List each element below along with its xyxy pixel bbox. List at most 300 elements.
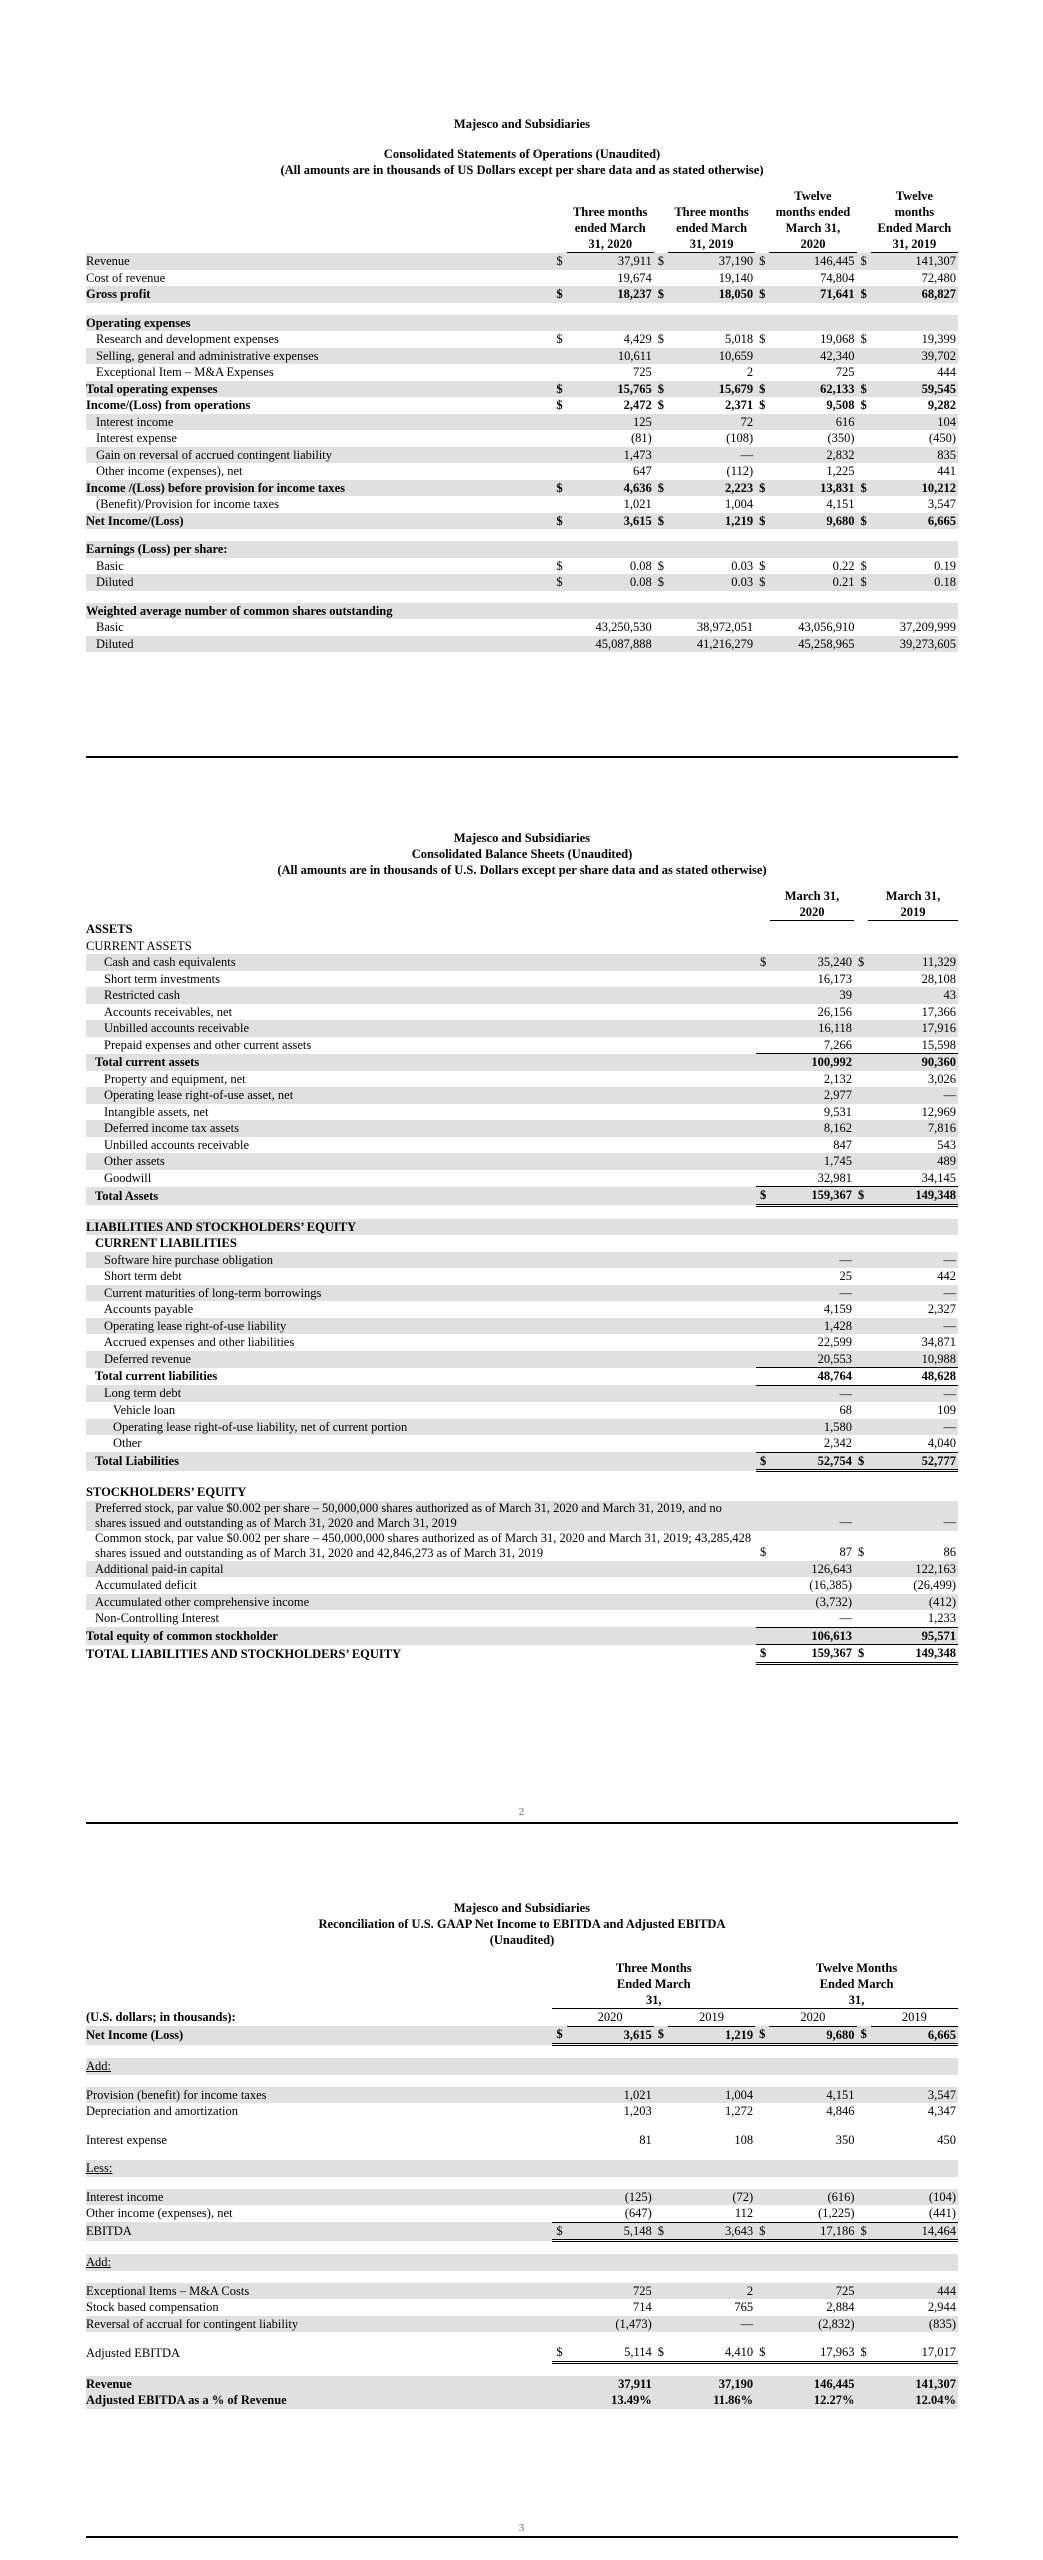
- row-label: Unbilled accounts receivable: [104, 1137, 250, 1152]
- currency-sign: [756, 1435, 770, 1452]
- group-header: Three Months Ended March 31,: [552, 1960, 755, 2009]
- ops-row: [86, 480, 958, 497]
- row-label: Cash and cash equivalents: [86, 954, 756, 971]
- currency-sign: [756, 1219, 770, 1236]
- bs-row: [86, 1561, 958, 1578]
- value-cell: 1,004: [725, 497, 754, 511]
- value-cell: 4,151: [826, 497, 855, 511]
- value-cell: [871, 603, 958, 620]
- value-cell: [567, 2254, 654, 2271]
- currency-sign: $: [552, 381, 566, 398]
- value-cell: 159,367: [770, 1187, 854, 1206]
- spacer: [86, 1471, 958, 1485]
- currency-sign: $: [854, 1645, 868, 1664]
- row-label: Revenue: [86, 253, 552, 270]
- currency-sign: [857, 430, 871, 447]
- value-cell: 100,992: [770, 1054, 854, 1071]
- currency-sign: $: [857, 381, 871, 398]
- ops-header-row: [86, 188, 958, 253]
- currency-sign: [654, 2087, 668, 2104]
- currency-sign: $: [552, 2222, 566, 2241]
- currency-sign: [654, 447, 668, 464]
- currency-sign: [552, 315, 566, 332]
- row-label: STOCKHOLDERS’ EQUITY: [86, 1485, 247, 1499]
- value-cell: 4,159: [823, 1302, 852, 1316]
- value-cell: 90,360: [868, 1054, 958, 1071]
- value-cell: 1,473: [567, 447, 654, 464]
- value-cell: [871, 541, 958, 558]
- value-cell: —: [770, 1610, 854, 1627]
- currency-sign: [854, 1087, 868, 1104]
- currency-sign: [854, 1020, 868, 1037]
- row-label: Income/(Loss) from operations: [86, 398, 251, 412]
- currency-sign: $: [854, 1187, 868, 1206]
- currency-sign: [756, 1004, 770, 1021]
- blank-cell: [857, 2009, 871, 2027]
- value-cell: (26,499): [913, 1578, 956, 1592]
- row-label: Gross profit: [86, 286, 552, 303]
- currency-sign: [854, 1484, 868, 1501]
- currency-sign: $: [755, 2222, 769, 2241]
- value-cell: [769, 541, 856, 558]
- currency-sign: [857, 2316, 871, 2333]
- spacer: [86, 591, 958, 603]
- bs-company: Majesco and Subsidiaries: [453, 831, 591, 845]
- row-label: (Benefit)/Provision for income taxes: [96, 497, 279, 511]
- row-label: Total current liabilities: [95, 1369, 218, 1383]
- currency-sign: $: [857, 2026, 871, 2045]
- row-label: EBITDA: [86, 2222, 552, 2241]
- blank-cell: [86, 888, 756, 921]
- currency-sign: [552, 2299, 566, 2316]
- value-cell: 450: [937, 2132, 956, 2147]
- currency-sign: [854, 1054, 868, 1071]
- currency-sign: [756, 971, 770, 988]
- row-label: Long term debt: [86, 1385, 756, 1402]
- year-header: 2020: [567, 2009, 654, 2027]
- value-cell: [770, 1484, 854, 1501]
- value-cell: 9,531: [823, 1104, 852, 1119]
- currency-sign: [854, 1071, 868, 1088]
- spacer-row: [86, 529, 958, 541]
- currency-sign: [854, 1610, 868, 1627]
- value-cell: —: [770, 1285, 854, 1302]
- currency-sign: [552, 2189, 566, 2206]
- value-cell: [769, 603, 856, 620]
- currency-sign: $: [857, 480, 871, 497]
- value-cell: 28,108: [921, 971, 956, 986]
- value-cell: —: [868, 1501, 958, 1531]
- row-label: Gain on reversal of accrued contingent liability: [86, 447, 552, 464]
- value-cell: 10,659: [668, 348, 755, 365]
- currency-sign: [756, 1318, 770, 1335]
- value-cell: 74,804: [820, 270, 855, 285]
- value-cell: 17,963: [769, 2344, 856, 2362]
- spacer-row: [86, 303, 958, 315]
- value-cell: 35,240: [770, 954, 854, 971]
- row-label: Interest income: [86, 414, 552, 431]
- row-label: Total equity of common stockholder: [86, 1627, 756, 1645]
- value-cell: 714: [633, 2300, 652, 2314]
- currency-sign: [854, 1252, 868, 1269]
- row-label: Accumulated other comprehensive income: [86, 1594, 756, 1611]
- currency-sign: [654, 2316, 668, 2333]
- value-cell: 3,615: [567, 2026, 654, 2045]
- bs-row: [86, 1235, 958, 1252]
- bs-row: [86, 1627, 958, 1645]
- value-cell: 17,366: [921, 1004, 956, 1019]
- bs-row: [86, 954, 958, 971]
- spacer: [86, 2271, 958, 2283]
- row-label: Total operating expenses: [86, 381, 552, 398]
- ops-row: [86, 414, 958, 431]
- value-cell: 2,327: [927, 1302, 956, 1316]
- ops-row: [86, 619, 958, 636]
- ebitda-row: [86, 2254, 958, 2271]
- value-cell: 2,884: [826, 2300, 855, 2314]
- value-cell: 350: [835, 2132, 855, 2147]
- row-label: Total current assets: [86, 1054, 756, 1071]
- currency-sign: $: [759, 398, 766, 412]
- currency-sign: [552, 414, 566, 431]
- currency-sign: [552, 447, 566, 464]
- currency-sign: [756, 1419, 770, 1436]
- value-cell: 4,846: [826, 2104, 855, 2118]
- bs-row: [86, 1219, 958, 1236]
- row-label: Add:: [86, 2254, 552, 2271]
- value-cell: 444: [871, 2283, 958, 2300]
- spacer: [86, 529, 958, 541]
- value-cell: (2,832): [769, 2316, 856, 2333]
- currency-sign: [756, 1577, 770, 1594]
- currency-sign: [755, 541, 769, 558]
- value-cell: [769, 315, 856, 332]
- row-label: Depreciation and amortization: [86, 2104, 239, 2118]
- spacer-row: [86, 2045, 958, 2059]
- currency-sign: [857, 619, 871, 636]
- currency-sign: $: [756, 1187, 770, 1206]
- value-cell: 14,464: [871, 2222, 958, 2241]
- currency-sign: [756, 1334, 770, 1351]
- blank-cell: [755, 2009, 769, 2027]
- value-cell: —: [770, 1252, 854, 1269]
- ops-title: Consolidated Statements of Operations (Unaudited): [383, 147, 661, 161]
- row-label: Accounts payable: [104, 1302, 194, 1316]
- column-header: March 31, 2020: [770, 888, 854, 921]
- value-cell: 43,250,530: [595, 620, 652, 634]
- blank-cell: [552, 188, 566, 253]
- row-label: Accumulated deficit: [95, 1578, 197, 1592]
- currency-sign: [654, 636, 668, 653]
- spacer-row: [86, 2148, 958, 2160]
- value-cell: 68,827: [871, 286, 958, 303]
- value-cell: 6,665: [871, 513, 958, 530]
- currency-sign: [755, 2058, 769, 2075]
- value-cell: 13,831: [769, 480, 856, 497]
- value-cell: 1,580: [770, 1419, 854, 1436]
- operations-statement: [86, 116, 958, 652]
- value-cell: [868, 921, 958, 938]
- value-cell: —: [770, 1501, 854, 1531]
- value-cell: 12.27%: [769, 2392, 856, 2409]
- value-cell: 2,371: [725, 398, 754, 412]
- group-header: Twelve Months Ended March 31,: [755, 1960, 958, 2009]
- spacer-row: [86, 2177, 958, 2189]
- ops-row: [86, 558, 958, 575]
- currency-sign: $: [552, 253, 566, 270]
- currency-sign: [755, 2103, 769, 2120]
- value-cell: (81): [630, 431, 652, 445]
- row-label: Operating lease right-of-use asset, net: [86, 1087, 756, 1104]
- ops-subtitle: (All amounts are in thousands of US Dollars except per share data and as stated otherwise): [280, 163, 764, 177]
- value-cell: 87: [839, 1545, 852, 1559]
- value-cell: [668, 603, 755, 620]
- ops-row: [86, 348, 958, 365]
- row-label: Preferred stock, par value $0.002 per share – 50,000,000 shares authorized as of March 31, 2020 and March 31, 2019, and no shares issued and outstanding as of March 31, 2020 and March 31, 2019: [86, 1501, 756, 1531]
- currency-sign: [552, 2254, 566, 2271]
- currency-sign: [552, 2316, 566, 2333]
- spacer-row: [86, 2271, 958, 2283]
- value-cell: 3,547: [871, 2087, 958, 2104]
- currency-sign: $: [854, 954, 868, 971]
- ebitda-row: [86, 2222, 958, 2241]
- spacer-row: [86, 2075, 958, 2087]
- row-label: Current maturities of long-term borrowings: [86, 1285, 756, 1302]
- value-cell: —: [868, 1419, 958, 1436]
- currency-sign: $: [857, 513, 871, 530]
- value-cell: 0.19: [934, 558, 956, 573]
- value-cell: 37,190: [668, 2376, 755, 2393]
- value-cell: 38,972,051: [696, 620, 754, 634]
- value-cell: 725: [567, 2283, 654, 2300]
- value-cell: 5,114: [567, 2344, 654, 2362]
- currency-sign: $: [654, 381, 668, 398]
- value-cell: 48,764: [770, 1368, 854, 1386]
- value-cell: 106,613: [770, 1627, 854, 1645]
- ebitda-row: [86, 2103, 958, 2120]
- value-cell: 122,163: [868, 1561, 958, 1578]
- spacer: [86, 303, 958, 315]
- currency-sign: [854, 1334, 868, 1351]
- row-label: CURRENT LIABILITIES: [95, 1236, 237, 1250]
- value-cell: 32,981: [770, 1170, 854, 1187]
- currency-sign: [552, 496, 566, 513]
- value-cell: 725: [835, 365, 855, 379]
- currency-sign: [654, 2299, 668, 2316]
- value-cell: 59,545: [871, 381, 958, 398]
- value-cell: 45,258,965: [769, 636, 856, 653]
- row-label: Common stock, par value $0.002 per share – 450,000,000 shares authorized as of March 31, 2020 and March 31, 2019; 43,285,428 shares issued and outstanding as of March 31, 2020 and 42,846,273 as of March 31, 2019: [95, 1530, 752, 1560]
- currency-sign: [756, 1235, 770, 1252]
- value-cell: 4,429: [623, 332, 652, 346]
- currency-sign: [756, 1170, 770, 1187]
- currency-sign: [756, 1610, 770, 1627]
- value-cell: [668, 541, 755, 558]
- value-cell: 19,140: [718, 270, 754, 285]
- value-cell: 2,223: [668, 480, 755, 497]
- currency-sign: [857, 2189, 871, 2206]
- currency-sign: $: [858, 1545, 865, 1559]
- currency-sign: [552, 2376, 566, 2393]
- value-cell: 9,680: [769, 513, 856, 530]
- value-cell: 1,219: [668, 2026, 755, 2045]
- row-label: Net Income/(Loss): [86, 513, 552, 530]
- column-header: Three months ended March 31, 2020: [567, 188, 654, 253]
- currency-sign: [857, 2254, 871, 2271]
- ebitda-row: [86, 2132, 958, 2149]
- currency-sign: [654, 2376, 668, 2393]
- currency-sign: [857, 315, 871, 332]
- spacer-row: [86, 1205, 958, 1219]
- value-cell: 0.22: [832, 558, 855, 573]
- spacer-row: [86, 2332, 958, 2344]
- currency-sign: [756, 1402, 770, 1419]
- currency-sign: $: [860, 332, 867, 346]
- currency-sign: [755, 270, 769, 287]
- value-cell: [871, 2160, 958, 2177]
- currency-sign: [755, 2132, 769, 2149]
- value-cell: 25: [839, 1269, 852, 1283]
- currency-sign: [755, 2316, 769, 2333]
- currency-sign: [854, 1577, 868, 1594]
- currency-sign: [654, 541, 668, 558]
- ops-row: [86, 513, 958, 530]
- value-cell: 52,777: [868, 1452, 958, 1471]
- currency-sign: $: [756, 954, 770, 971]
- currency-sign: [756, 938, 770, 955]
- row-label: Research and development expenses: [96, 332, 279, 346]
- value-cell: 5,148: [567, 2222, 654, 2241]
- value-cell: 0.03: [668, 574, 755, 591]
- currency-sign: [654, 364, 668, 381]
- value-cell: 39,273,605: [871, 636, 958, 653]
- currency-sign: [552, 348, 566, 365]
- value-cell: 3,547: [927, 497, 956, 511]
- bs-row: [86, 1402, 958, 1419]
- ops-row: [86, 315, 958, 332]
- blank-cell: [654, 188, 668, 253]
- row-label: Short term debt: [104, 1269, 182, 1283]
- ops-row: [86, 541, 958, 558]
- value-cell: (112): [726, 464, 754, 478]
- value-cell: —: [868, 1318, 958, 1335]
- value-cell: 146,445: [769, 2376, 856, 2393]
- spacer: [86, 2075, 958, 2087]
- value-cell: 3,643: [668, 2222, 755, 2241]
- bs-row: [86, 1137, 958, 1154]
- currency-sign: [552, 2058, 566, 2075]
- value-cell: 43: [868, 987, 958, 1004]
- value-cell: 37,911: [567, 253, 654, 270]
- spacer: [86, 2241, 958, 2255]
- value-cell: 86: [943, 1545, 956, 1559]
- value-cell: 15,598: [868, 1037, 958, 1054]
- row-label: Property and equipment, net: [104, 1071, 246, 1086]
- row-label: Prepaid expenses and other current assets: [104, 1037, 312, 1052]
- value-cell: 0.21: [769, 574, 856, 591]
- currency-sign: [756, 1268, 770, 1285]
- row-label: Operating lease right-of-use liability, net of current portion: [86, 1419, 756, 1436]
- row-label: Diluted: [86, 574, 552, 591]
- value-cell: [769, 2058, 856, 2075]
- value-cell: 141,307: [871, 2376, 958, 2393]
- bs-row: [86, 1285, 958, 1302]
- ebitda-reconciliation: [86, 1900, 958, 2409]
- row-label: Net Income (Loss): [86, 2026, 552, 2045]
- row-label: Total Liabilities: [86, 1452, 756, 1471]
- row-label: CURRENT ASSETS: [86, 938, 192, 953]
- spacer: [86, 2362, 958, 2376]
- currency-sign: [854, 1153, 868, 1170]
- currency-sign: $: [552, 2026, 566, 2045]
- currency-sign: $: [552, 513, 566, 530]
- row-label: Provision (benefit) for income taxes: [86, 2087, 552, 2104]
- value-cell: 149,348: [868, 1645, 958, 1664]
- row-label: Additional paid-in capital: [86, 1561, 756, 1578]
- value-cell: 10,212: [871, 480, 958, 497]
- ops-row: [86, 286, 958, 303]
- currency-sign: [552, 619, 566, 636]
- value-cell: 2: [668, 2283, 755, 2300]
- ops-row: [86, 364, 958, 381]
- value-cell: [871, 2254, 958, 2271]
- currency-sign: [654, 414, 668, 431]
- blank-cell: [86, 1960, 552, 2009]
- value-cell: —: [868, 1285, 958, 1302]
- currency-sign: [854, 1104, 868, 1121]
- value-cell: [868, 1484, 958, 1501]
- value-cell: 62,133: [769, 381, 856, 398]
- value-cell: (1,473): [567, 2316, 654, 2333]
- value-cell: 72: [668, 414, 755, 431]
- bs-title: Consolidated Balance Sheets (Unaudited): [411, 847, 633, 861]
- currency-sign: [854, 1301, 868, 1318]
- bs-row: [86, 1301, 958, 1318]
- row-label: Earnings (Loss) per share:: [86, 541, 552, 558]
- bs-row: [86, 1419, 958, 1436]
- bs-row: [86, 1484, 958, 1501]
- bs-row: [86, 971, 958, 988]
- value-cell: 42,340: [769, 348, 856, 365]
- currency-sign: [756, 1285, 770, 1302]
- currency-sign: $: [860, 558, 867, 573]
- currency-sign: [755, 2376, 769, 2393]
- row-label: Accounts receivables, net: [104, 1004, 233, 1019]
- value-cell: 37,911: [567, 2376, 654, 2393]
- value-cell: 68: [839, 1403, 852, 1417]
- value-cell: (16,385): [809, 1578, 852, 1592]
- bs-row: [86, 1170, 958, 1187]
- value-cell: 72,480: [921, 270, 956, 285]
- row-label: Cost of revenue: [86, 270, 166, 285]
- currency-sign: [857, 2392, 871, 2409]
- spacer: [86, 2332, 958, 2344]
- blank-cell: [755, 188, 769, 253]
- currency-sign: [755, 636, 769, 653]
- spacer: [86, 1205, 958, 1219]
- value-cell: [668, 315, 755, 332]
- currency-sign: [756, 1351, 770, 1368]
- currency-sign: $: [755, 253, 769, 270]
- currency-sign: [756, 987, 770, 1004]
- value-cell: 15,765: [567, 381, 654, 398]
- spacer: [86, 2177, 958, 2189]
- ebitda-row: [86, 2160, 958, 2177]
- value-cell: 52,754: [770, 1452, 854, 1471]
- currency-sign: [854, 1351, 868, 1368]
- currency-sign: [854, 1385, 868, 1402]
- currency-sign: [552, 2087, 566, 2104]
